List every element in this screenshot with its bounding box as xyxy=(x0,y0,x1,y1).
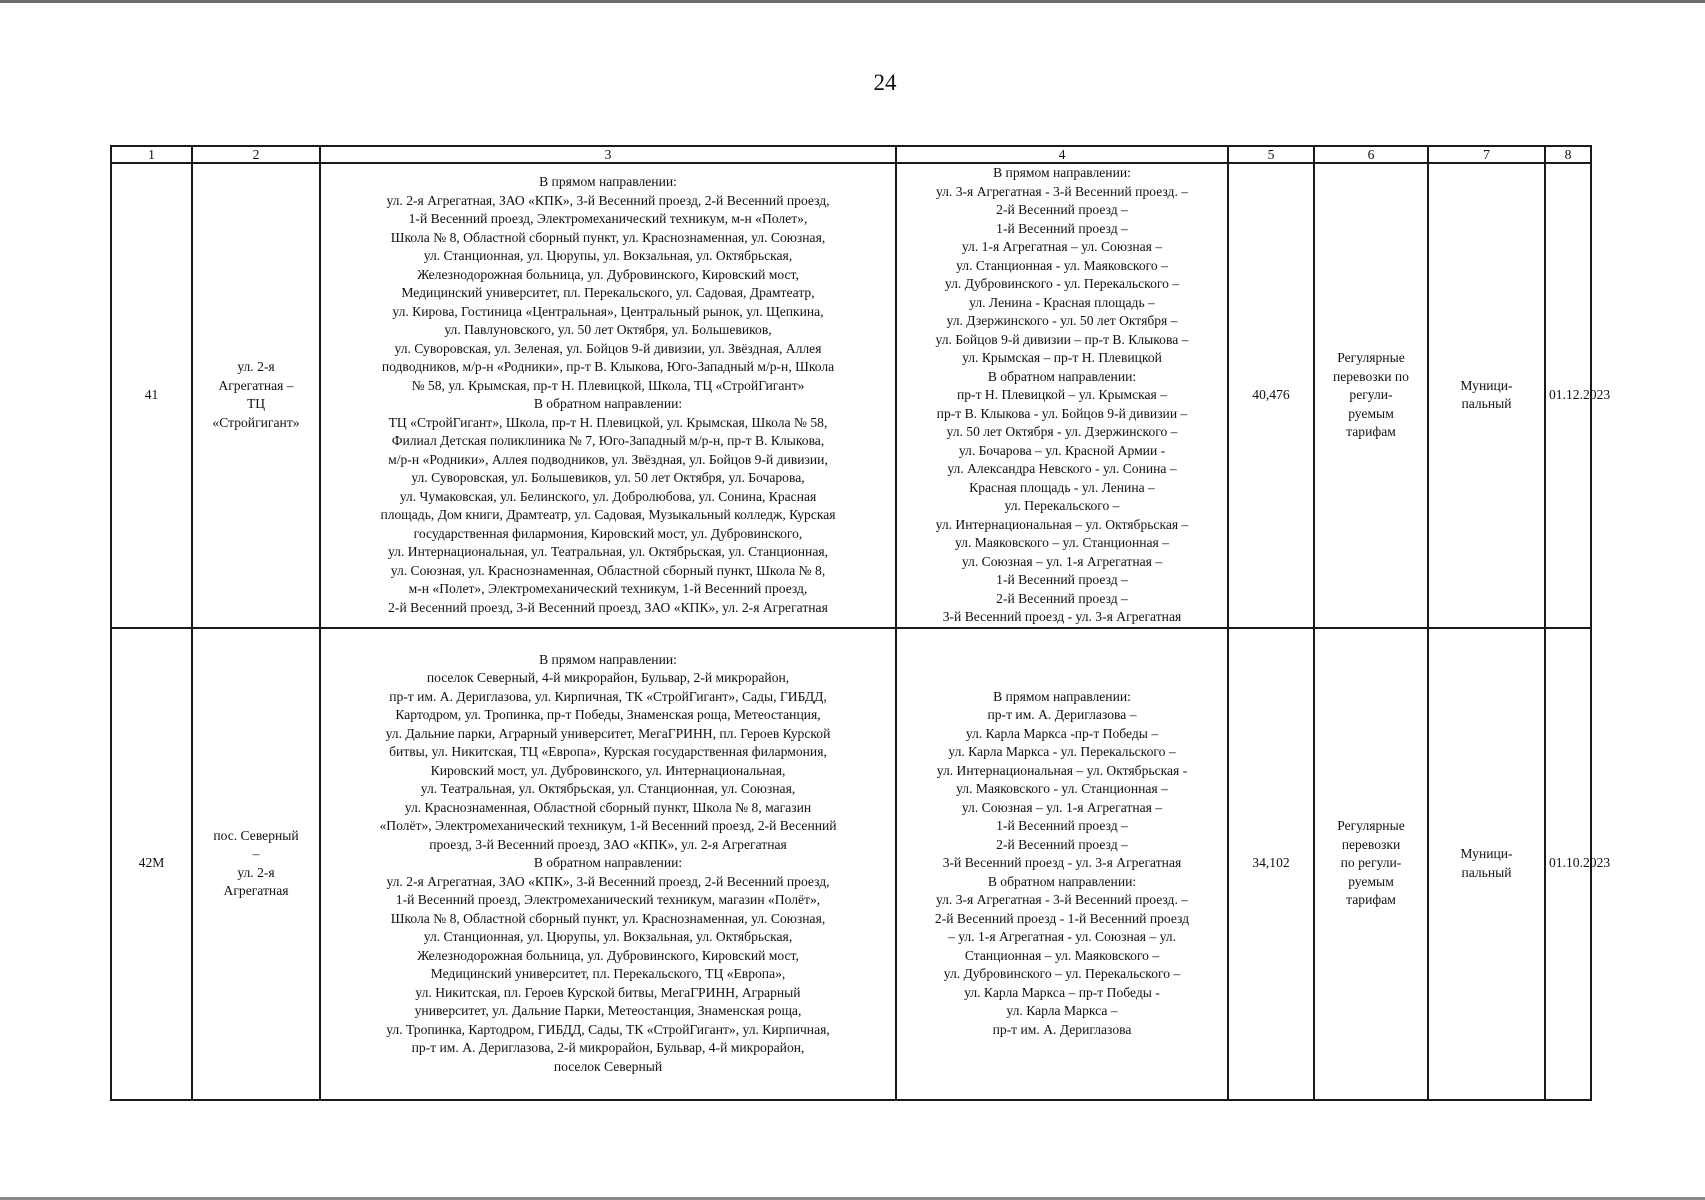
text-line: пальный xyxy=(1461,864,1512,880)
page-number: 24 xyxy=(873,70,897,95)
route-date: 01.12.2023 xyxy=(1545,163,1591,628)
text-line: ул. 1-я Агрегатная – ул. Союзная – xyxy=(961,239,1163,254)
route-stops xyxy=(320,628,896,1100)
routes-table xyxy=(110,145,1611,1101)
text-line: В обратном направлении: xyxy=(533,396,683,412)
route-type xyxy=(1314,163,1428,628)
text-line: ул. 50 лет Октября - ул. Дзержинского – xyxy=(946,424,1178,439)
text-line: государственная филармония, Кировский мост, ул. Дубровинского, xyxy=(413,525,803,541)
text-line: перевозки xyxy=(1341,836,1401,852)
text-line: поселок Северный xyxy=(553,1058,663,1074)
text-line: Станционная – ул. Маяковского – xyxy=(964,947,1160,963)
text-line: ул. Маяковского – ул. Станционная – xyxy=(954,535,1170,550)
text-line: ул. Чумаковская, ул. Белинского, ул. Добролюбова, ул. Сонина, Красная xyxy=(399,488,817,504)
text-line: перевозки по xyxy=(1333,368,1409,384)
text-line: битвы, ул. Никитская, ТЦ «Европа», Курская государственная филармония, xyxy=(389,744,827,760)
text-line: ул. 3-я Агрегатная - 3-й Весенний проезд. – xyxy=(935,892,1189,908)
text-line: ул. Тропинка, Картодром, ГИБДД, Сады, ТК «СтройГигант», ул. Кирпичная, xyxy=(386,1021,830,1037)
text-line: ул. Станционная - ул. Маяковского – xyxy=(956,257,1168,273)
route-name xyxy=(192,163,320,628)
text-line: В прямом направлении: xyxy=(993,165,1131,180)
text-line: ул. Дзержинского - ул. 50 лет Октября – xyxy=(946,313,1178,328)
text-line: ул. Карла Маркса - ул. Перекальского – xyxy=(948,744,1176,760)
text-line: площадь, Дом книги, Драмтеатр, ул. Садовая, Музыкальный колледж, Курская xyxy=(380,507,836,523)
route-streets xyxy=(896,628,1228,1100)
text-line: ул. Маяковского - ул. Станционная – xyxy=(956,781,1168,797)
route-owner xyxy=(1428,628,1545,1100)
text-line: пр-т В. Клыкова - ул. Бойцов 9-й дивизии – xyxy=(936,405,1188,421)
text-line: В прямом направлении: xyxy=(539,174,677,190)
text-line: Школа № 8, Областной сборный пункт, ул. Краснознаменная, ул. Союзная, xyxy=(390,229,826,245)
text-line: «Стройгигант» xyxy=(212,414,300,430)
text-line: ул. 2-я Агрегатная, ЗАО «КПК», 3-й Весенний проезд, 2-й Весенний проезд, xyxy=(386,873,830,889)
column-number: 8 xyxy=(1545,146,1591,163)
text-line: В обратном направлении: xyxy=(987,873,1137,889)
text-line: ул. Перекальского – xyxy=(1004,498,1120,513)
text-line: ул. Кирова, Гостиница «Центральная», Центральный рынок, ул. Щепкина, xyxy=(392,303,824,319)
text-line: проезд, 3-й Весенний проезд, ЗАО «КПК», ул. 2-я Агрегатная xyxy=(429,836,787,852)
route-number: 42М xyxy=(111,628,192,1100)
text-line: 2-й Весенний проезд – xyxy=(996,202,1128,217)
text-line: пальный xyxy=(1461,396,1512,412)
text-line: 3-й Весенний проезд - ул. 3-я Агрегатная xyxy=(942,609,1182,624)
text-line: пр-т им. А. Дериглазова xyxy=(992,1021,1132,1037)
text-line: ул. Бойцов 9-й дивизии – пр-т В. Клыкова – xyxy=(935,331,1189,347)
text-line: руемым xyxy=(1348,873,1394,889)
text-line: пр-т Н. Плевицкой – ул. Крымская – xyxy=(956,387,1168,402)
column-number: 3 xyxy=(320,146,896,163)
text-line: пр-т им. А. Дериглазова, ул. Кирпичная, ТК «СтройГигант», Сады, ГИБДД, xyxy=(389,688,827,704)
text-line: ул. Интернациональная, ул. Театральная, ул. Октябрьская, ул. Станционная, xyxy=(387,544,829,560)
text-line: 2-й Весенний проезд, 3-й Весенний проезд, ЗАО «КПК», ул. 2-я Агрегатная xyxy=(388,599,828,615)
text-line: ул. Суворовская, ул. Зеленая, ул. Бойцов 9-й дивизии, ул. Звёздная, Аллея xyxy=(394,340,822,356)
text-line: м/р-н «Родники», Аллея подводников, ул. Звёздная, ул. Бойцов 9-й дивизии, xyxy=(388,451,828,467)
column-number: 7 xyxy=(1428,146,1545,163)
text-line: университет, ул. Дальние Парки, Метеостанция, Знаменская роща, xyxy=(414,1003,802,1019)
text-line: пр-т им. А. Дериглазова – xyxy=(987,707,1137,723)
text-line: 1-й Весенний проезд – xyxy=(996,572,1128,587)
text-line: Медицинский университет, пл. Перекальского, ТЦ «Европа», xyxy=(430,966,786,982)
route-number: 41 xyxy=(111,163,192,628)
text-line: ул. 2-я Агрегатная, ЗАО «КПК», 3-й Весенний проезд, 2-й Весенний проезд, xyxy=(386,192,830,208)
route-row xyxy=(111,628,1591,1100)
text-line: Школа № 8, Областной сборный пункт, ул. Краснознаменная, ул. Союзная, xyxy=(390,910,826,926)
text-line: ул. Дальние парки, Аграрный университет, МегаГРИНН, пл. Героев Курской xyxy=(385,725,831,741)
text-line: Агрегатная xyxy=(223,883,289,898)
text-line: пр-т им. А. Дериглазова, 2-й микрорайон, Бульвар, 4-й микрорайон, xyxy=(411,1040,805,1056)
text-line: ул. Интернациональная – ул. Октябрьская – xyxy=(935,516,1189,532)
text-line: ул. Ленина - Красная площадь – xyxy=(969,294,1155,310)
column-number-row xyxy=(111,146,1591,163)
text-line: руемым xyxy=(1348,405,1394,421)
route-type xyxy=(1314,628,1428,1100)
text-line: ул. Крымская – пр-т Н. Плевицкой xyxy=(962,350,1162,365)
text-line: – ул. 1-я Агрегатная - ул. Союзная – ул. xyxy=(948,929,1176,945)
text-line: ул. Суворовская, ул. Большевиков, ул. 50 лет Октября, ул. Бочарова, xyxy=(411,470,805,486)
column-number: 5 xyxy=(1228,146,1314,163)
text-line: ул. Павлуновского, ул. 50 лет Октября, ул. Большевиков, xyxy=(444,322,772,338)
text-line: ул. Бочарова – ул. Красной Армии - xyxy=(958,442,1166,458)
text-line: 2-й Весенний проезд – xyxy=(996,590,1128,606)
text-line: ул. Дубровинского - ул. Перекальского – xyxy=(944,276,1180,291)
route-date: 01.10.2023 xyxy=(1545,628,1591,1100)
text-line: по регули- xyxy=(1340,855,1402,871)
text-line: ул. Карла Маркса – xyxy=(1006,1003,1118,1019)
text-line: Картодром, ул. Тропинка, пр-т Победы, Знаменская роща, Метеостанция, xyxy=(395,707,821,723)
text-line: тарифам xyxy=(1346,424,1396,439)
route-name xyxy=(192,628,320,1100)
text-line: 1-й Весенний проезд – xyxy=(996,220,1128,236)
text-line: ул. Краснознаменная, Областной сборный пункт, Школа № 8, магазин xyxy=(404,799,812,815)
route-stops xyxy=(320,163,896,628)
text-line: ул. 3-я Агрегатная - 3-й Весенний проезд. – xyxy=(935,183,1189,199)
text-line: 2-й Весенний проезд – xyxy=(996,836,1128,852)
text-line: ул. Союзная – ул. 1-я Агрегатная – xyxy=(961,799,1163,815)
text-line: Регулярные xyxy=(1337,818,1405,834)
text-line: ТЦ «СтройГигант», Школа, пр-т Н. Плевицкой, ул. Крымская, Школа № 58, xyxy=(388,414,828,430)
text-line: ул. Карла Маркса -пр-т Победы – xyxy=(965,725,1159,741)
text-line: ул. Дубровинского – ул. Перекальского – xyxy=(943,966,1181,982)
text-line: ул. Карла Маркса – пр-т Победы - xyxy=(964,984,1160,1000)
text-line: «Полёт», Электромеханический техникум, 1-й Весенний проезд, 2-й Весенний xyxy=(379,818,837,834)
text-line: ул. Никитская, пл. Героев Курской битвы, МегаГРИНН, Аграрный xyxy=(415,984,801,1000)
column-number: 4 xyxy=(896,146,1228,163)
text-line: 3-й Весенний проезд - ул. 3-я Агрегатная xyxy=(942,855,1182,871)
text-line: Регулярные xyxy=(1337,350,1405,365)
text-line: Медицинский университет, пл. Перекальского, ул. Садовая, Драмтеатр, xyxy=(401,285,815,301)
column-number: 2 xyxy=(192,146,320,163)
text-line: ул. Интернациональная – ул. Октябрьская - xyxy=(936,762,1188,778)
text-line: Железнодорожная больница, ул. Дубровинского, Кировский мост, xyxy=(417,266,799,282)
text-line: В прямом направлении: xyxy=(993,688,1131,704)
column-number: 1 xyxy=(111,146,192,163)
text-line: пос. Северный xyxy=(213,827,299,843)
text-line: 2-й Весенний проезд - 1-й Весенний проезд xyxy=(934,910,1190,926)
text-line: ул. 2-я xyxy=(237,359,275,375)
text-line: – xyxy=(252,846,260,861)
text-line: ТЦ xyxy=(246,396,266,412)
route-streets xyxy=(896,163,1228,628)
text-line: м-н «Полет», Электромеханический техникум, 1-й Весенний проезд, xyxy=(408,581,808,597)
text-line: В прямом направлении: xyxy=(539,651,677,667)
text-line: ул. Александра Невского - ул. Сонина – xyxy=(947,461,1177,476)
text-line: ул. Театральная, ул. Октябрьская, ул. Станционная, ул. Союзная, xyxy=(420,781,796,797)
scan-edge-top xyxy=(0,0,1705,3)
text-line: Муници- xyxy=(1460,846,1513,861)
text-line: тарифам xyxy=(1346,892,1396,908)
route-length: 40,476 xyxy=(1228,163,1314,628)
text-line: поселок Северный, 4-й микрорайон, Бульвар, 2-й микрорайон, xyxy=(426,670,790,686)
text-line: Железнодорожная больница, ул. Дубровинского, Кировский мост, xyxy=(417,947,799,963)
text-line: 1-й Весенний проезд, Электромеханический техникум, магазин «Полёт», xyxy=(395,892,821,908)
text-line: ул. Станционная, ул. Цюрупы, ул. Вокзальная, ул. Октябрьская, xyxy=(423,248,793,264)
text-line: ул. Союзная – ул. 1-я Агрегатная – xyxy=(961,553,1163,569)
text-line: В обратном направлении: xyxy=(533,855,683,871)
text-line: Красная площадь - ул. Ленина – xyxy=(969,479,1155,495)
text-line: В обратном направлении: xyxy=(987,368,1137,384)
text-line: регули- xyxy=(1349,387,1393,402)
text-line: подводников, м/р-н «Родники», пр-т В. Клыкова, Юго-Западный м/р-н, Школа xyxy=(381,359,835,375)
text-line: № 58, ул. Крымская, пр-т Н. Плевицкой, Школа, ТЦ «СтройГигант» xyxy=(411,377,805,393)
text-line: ул. Станционная, ул. Цюрупы, ул. Вокзальная, ул. Октябрьская, xyxy=(423,929,793,945)
text-line: ул. Союзная, ул. Краснознаменная, Областной сборный пункт, Школа № 8, xyxy=(390,562,826,578)
text-line: ул. 2-я xyxy=(237,864,275,880)
text-line: Филиал Детская поликлиника № 7, Юго-Западный м/р-н, пр-т В. Клыкова, xyxy=(391,433,825,449)
text-line: Кировский мост, ул. Дубровинского, ул. Интернациональная, xyxy=(430,762,786,778)
text-line: 1-й Весенний проезд, Электромеханический техникум, м-н «Полет», xyxy=(408,211,808,227)
text-line: 1-й Весенний проезд – xyxy=(996,818,1128,834)
route-owner xyxy=(1428,163,1545,628)
route-length: 34,102 xyxy=(1228,628,1314,1100)
route-row xyxy=(111,163,1591,628)
column-number: 6 xyxy=(1314,146,1428,163)
text-line: Агрегатная – xyxy=(218,377,294,393)
text-line: Муници- xyxy=(1460,377,1513,393)
